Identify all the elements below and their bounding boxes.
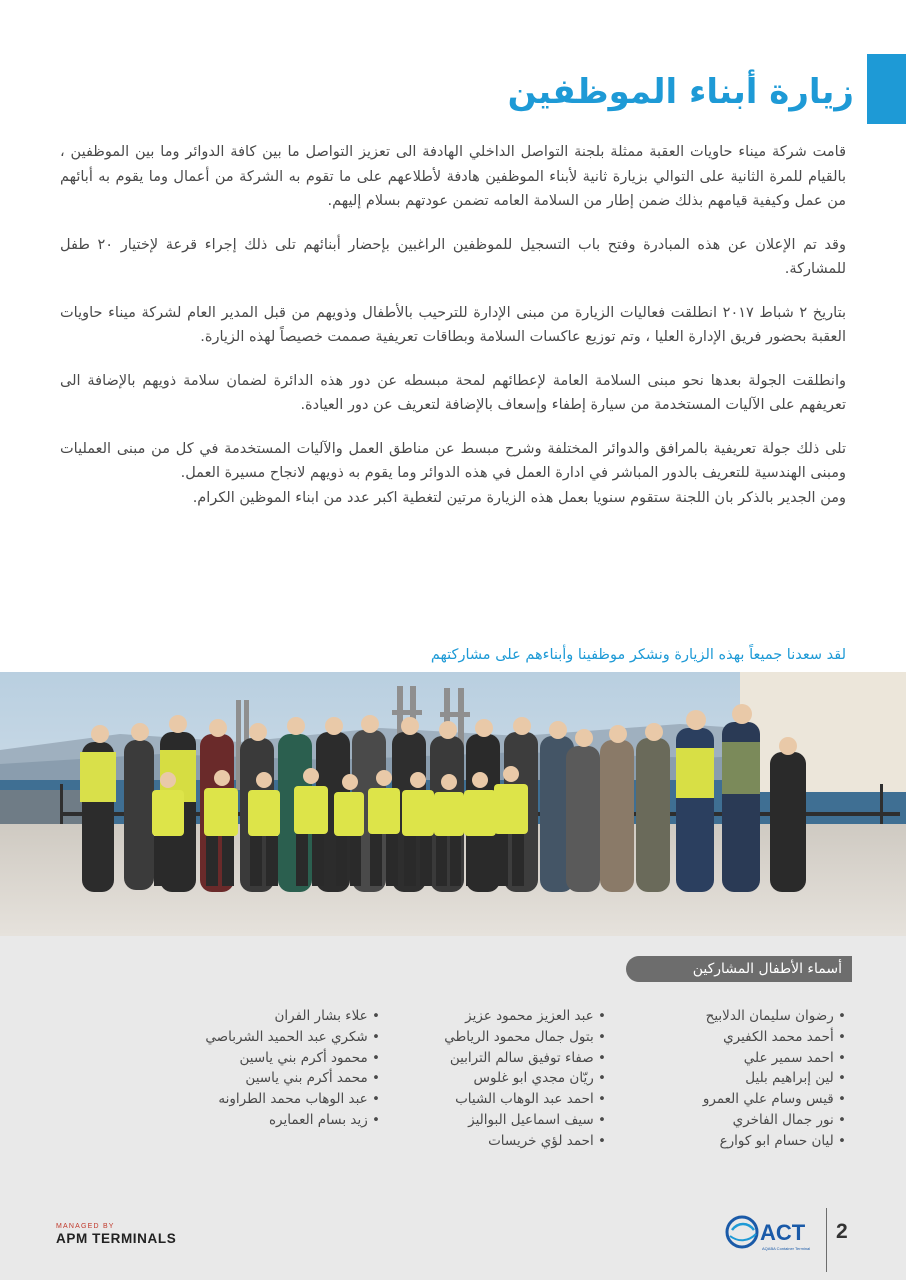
participant-name: • نور جمال الفاخري [606,1110,846,1131]
paragraph-intro: قامت شركة ميناء حاويات العقبة ممثلة بلجنة التواصل الداخلي الهادفة الى تعزيز التواصل ما بين كافة الدوائر وما بين الموظفين ، بالقيام للمرة الثانية على التوالي بزيارة ثانية لأبناء الموظفين هادفة لأطلاعهم على ما تقوم به الشركة من أعمال وما يقوم به أبائهم من عمل وكيفية قيامهم بذلك ضمن إطار من السلامة العامه تضمن عودتهم بسلام إليهم. [60,144,846,209]
participants-column-2 [366,1006,606,1152]
participant-name: • سيف اسماعيل البواليز [366,1110,606,1131]
globe-icon [727,1217,757,1247]
apm-terminals-name: APM TERMINALS [56,1231,177,1246]
participant-name: • علاء بشار الفران [140,1006,380,1027]
page-number: 2 [836,1220,848,1243]
group-photo [0,672,906,936]
act-logo-text: ACT [760,1220,806,1245]
paragraph-annual: ومن الجدير بالذكر بان اللجنة ستقوم سنويا بعمل هذه الزيارة مرتين لتغطية اكبر عدد من ابناء الموظين الكرام. [192,489,846,506]
participant-name: • زيد بسام العمايره [140,1110,380,1131]
page-title: زيارة أبناء الموظفين [507,72,854,112]
participants-header: أسماء الأطفال المشاركين [626,956,852,982]
participant-name: • رضوان سليمان الدلابيح [606,1006,846,1027]
participant-name: • قيس وسام علي العمرو [606,1089,846,1110]
paragraph-safety: وانطلقت الجولة بعدها نحو مبنى السلامة العامة لإعطائهم لمحة مبسطه عن دور هذه الدائرة لضمان سلامة ذويهم بالإضافة الى تعريفهم على الآليات المستخدمة من سيارة إطفاء وإسعاف بالإضافة لتعريف عن دور العيادة. [60,372,846,413]
participants-columns [46,1006,846,1166]
participant-name: • احمد لؤي خريسات [366,1131,606,1152]
act-logo [724,1212,820,1256]
participant-name: • محمود أكرم بني ياسين [140,1048,380,1069]
participant-name: • ريّان مجدي ابو غلوس [366,1068,606,1089]
paragraph-date: بتاريخ ٢ شباط ٢٠١٧ انطلقت فعاليات الزيارة من مبنى الإدارة للترحيب بالأطفال وذويهم من قبل المدير العام لشركة ميناء حاويات العقبة بحضور فريق الإدارة العليا ، وتم توزيع عاكسات السلامة وبطاقات تعريفية صممت خصيصاً لهذه الزيارة. [60,304,846,345]
participant-name: • احمد سمير علي [606,1048,846,1069]
paragraph-tour: تلى ذلك جولة تعريفية بالمرافق والدوائر المختلفة وشرح مبسط عن مناطق العمل والآليات المستخدمة في كل من مبنى العمليات ومبنى الهندسية للتعريف بالدور المباشر في ادارة العمل في هذه الدوائر وما يقوم به ذويهم لانجاح مسيرة العمل. [60,440,846,481]
footer-divider [826,1208,827,1272]
participant-name: • بتول جمال محمود الرياطي [366,1027,606,1048]
participant-name: • عبد العزيز محمود عزيز [366,1006,606,1027]
apm-terminals-logo [56,1222,256,1247]
managed-by-label: MANAGED BY [56,1223,115,1230]
participant-name: • شكري عبد الحميد الشرباصي [140,1027,380,1048]
participant-name: • عبد الوهاب محمد الطراونه [140,1089,380,1110]
participant-name: • لين إبراهيم بليل [606,1068,846,1089]
participant-name: • ليان حسام ابو كوارع [606,1131,846,1152]
participant-name: • احمد عبد الوهاب الشياب [366,1089,606,1110]
closing-line: لقد سعدنا جميعاً بهذه الزيارة ونشكر موظفينا وأبناءهم على مشاركتهم [430,647,846,663]
act-logo-subtitle: AQABA Container Terminal [762,1246,811,1251]
paragraph-registration: وقد تم الإعلان عن هذه المبادرة وفتح باب التسجيل للموظفين الراغبين بإحضار أبنائهم تلى ذلك إجراء قرعة لإختيار ٢٠ طفل للمشاركة. [60,236,846,277]
accent-bar [867,54,906,124]
participant-name: • أحمد محمد الكفيري [606,1027,846,1048]
participants-column-1 [606,1006,846,1152]
article-body [60,140,846,510]
participants-column-3 [140,1006,380,1131]
participant-name: • صفاء توفيق سالم الترابين [366,1048,606,1069]
participant-name: • محمد أكرم بني ياسين [140,1068,380,1089]
